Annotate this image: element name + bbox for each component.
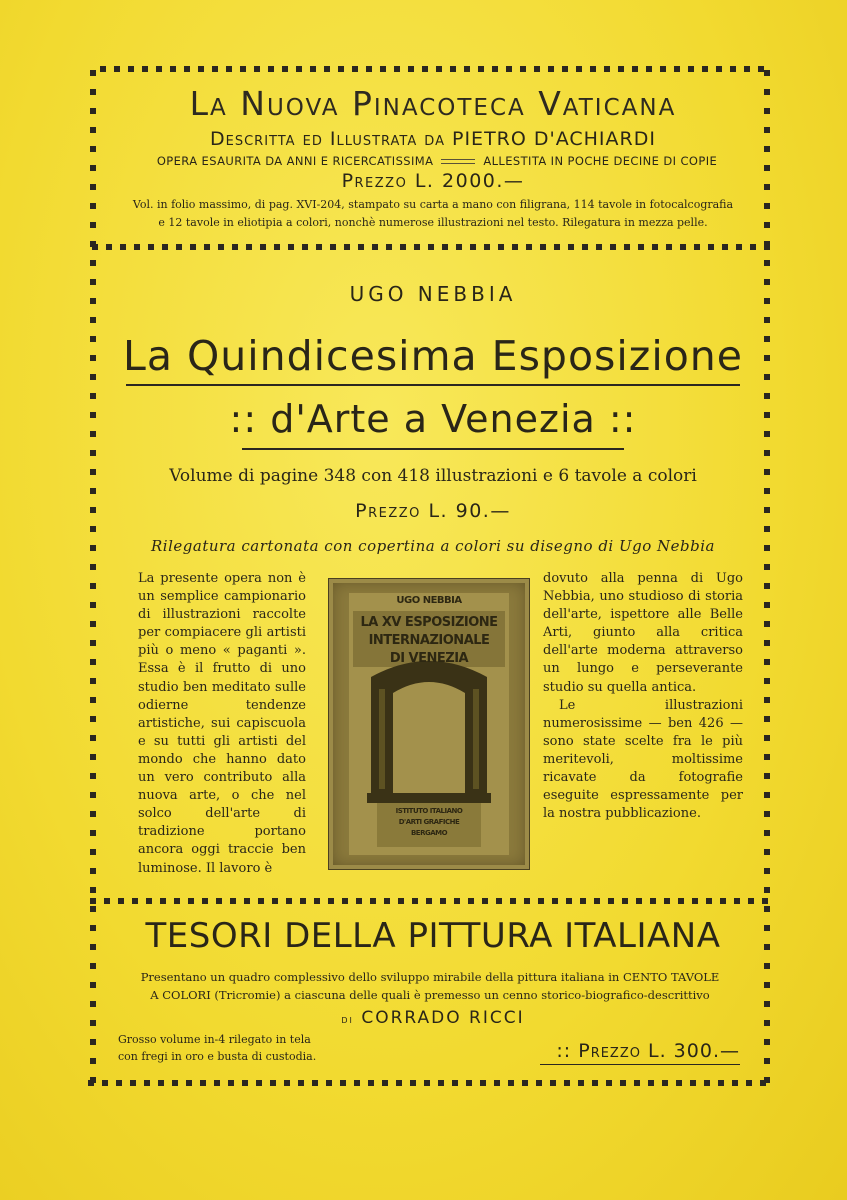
description-column-left bbox=[138, 570, 306, 878]
note-left: OPERA ESAURITA DA ANNI E RICERCATISSIMA bbox=[156, 154, 434, 168]
esposizione-binding: Rilegatura cartonata con copertina a colori su disegno di Ugo Nebbia bbox=[151, 537, 715, 555]
left-column-text: La presente opera non è un semplice campionario di illustrazioni raccolte per compiacere gli artisti più o meno « paganti ». Essa è il frutto di uno studio ben meditato sulle odierne tendenze artistiche, sui capiscuola e su tutti gli artisti del mondo che hanno dato un vero contributo alla nuova arte, o che nel solco dell'arte di tradizione portano ancora oggi traccie ben luminose. Il lavoro è bbox=[138, 571, 306, 876]
title-rule-2 bbox=[242, 448, 624, 450]
tesori-author bbox=[118, 1008, 748, 1028]
pinacoteca-subtitle: Descritta ed Illustrata da PIETRO D'ACHIARDI bbox=[210, 128, 656, 150]
note-right: ALLESTITA IN POCHE DECINE DI COPIE bbox=[483, 154, 718, 168]
right-dotted-border bbox=[764, 70, 770, 1084]
book-cover-plate bbox=[328, 578, 530, 870]
tesori-price: :: Prezzo L. 300.— bbox=[556, 1040, 740, 1062]
right-column-text-1: dovuto alla penna di Ugo Nebbia, uno studioso di storia dell'arte, ispettore alle Belle Arti, giunto alla critica dell'arte moderna attraverso un lungo e perseverante studio su quella antica. bbox=[543, 571, 743, 695]
esposizione-title-line2: :: d'Arte a Venezia :: bbox=[229, 397, 637, 441]
tesori-author-prefix: di bbox=[341, 1012, 354, 1026]
price-underline bbox=[540, 1064, 740, 1065]
pinacoteca-desc-line2: e 12 tavole in eliotipia a colori, nonchè numerose illustrazioni nel testo. Rilegatura in mezza pelle. bbox=[158, 216, 708, 229]
left-dotted-border bbox=[90, 70, 96, 1084]
divider-dots-2 bbox=[90, 898, 770, 904]
pinacoteca-description bbox=[118, 196, 748, 232]
plate-author: UGO NEBBIA bbox=[396, 595, 462, 606]
esposizione-volume: Volume di pagine 348 con 418 illustrazioni e 6 tavole a colori bbox=[169, 466, 697, 486]
plate-footer2: D'ARTI GRAFICHE bbox=[398, 818, 460, 826]
description-column-right bbox=[543, 570, 743, 823]
plate-footer1: ISTITUTO ITALIANO bbox=[395, 807, 463, 815]
pinacoteca-title: La Nuova Pinacoteca Vaticana bbox=[189, 84, 677, 123]
pinacoteca-note bbox=[112, 154, 762, 168]
tesori-description bbox=[120, 968, 740, 1004]
tesori-desc-line1: Presentano un quadro complessivo dello sviluppo mirabile della pittura italiana in CENTO TAVOLE bbox=[140, 970, 720, 984]
esposizione-price: Prezzo L. 90.— bbox=[355, 500, 511, 522]
tesori-format-line1: Grosso volume in-4 rilegato in tela bbox=[118, 1033, 311, 1046]
tesori-format-line2: con fregi in oro e busta di custodia. bbox=[118, 1050, 317, 1063]
bottom-dotted-border bbox=[88, 1080, 770, 1086]
title-rule-1 bbox=[126, 384, 740, 386]
plate-line1: LA XV ESPOSIZIONE bbox=[360, 615, 498, 630]
nebbia-author: UGO NEBBIA bbox=[349, 282, 517, 306]
plate-line3: DI VENEZIA bbox=[389, 651, 469, 666]
tesori-desc-line2: A COLORI (Tricromie) a ciascuna delle quali è premesso un cenno storico-biografico-descrittivo bbox=[150, 988, 710, 1002]
plate-line2: INTERNAZIONALE bbox=[368, 633, 490, 648]
top-dotted-border bbox=[100, 66, 772, 72]
divider-dots-1 bbox=[92, 244, 776, 250]
plate-footer3: BERGAMO bbox=[410, 829, 448, 837]
tesori-title: TESORI DELLA PITTURA ITALIANA bbox=[145, 916, 721, 956]
tesori-format bbox=[118, 1031, 378, 1065]
pinacoteca-desc-line1: Vol. in folio massimo, di pag. XVI-204, stampato su carta a mano con filigrana, 114 tavole in fotocalcografia bbox=[132, 198, 734, 211]
esposizione-title-line1: La Quindicesima Esposizione bbox=[123, 332, 743, 380]
note-dash bbox=[441, 159, 475, 164]
tesori-author-name: CORRADO RICCI bbox=[361, 1008, 525, 1028]
pinacoteca-price: Prezzo L. 2000.— bbox=[341, 170, 525, 192]
right-column-text-2: Le illustrazioni numerosissime — ben 426 — sono state scelte fra le più meritevoli, moltissime ricavate da fotografie eseguite espressamente per la nostra pubblicazione. bbox=[543, 697, 743, 822]
